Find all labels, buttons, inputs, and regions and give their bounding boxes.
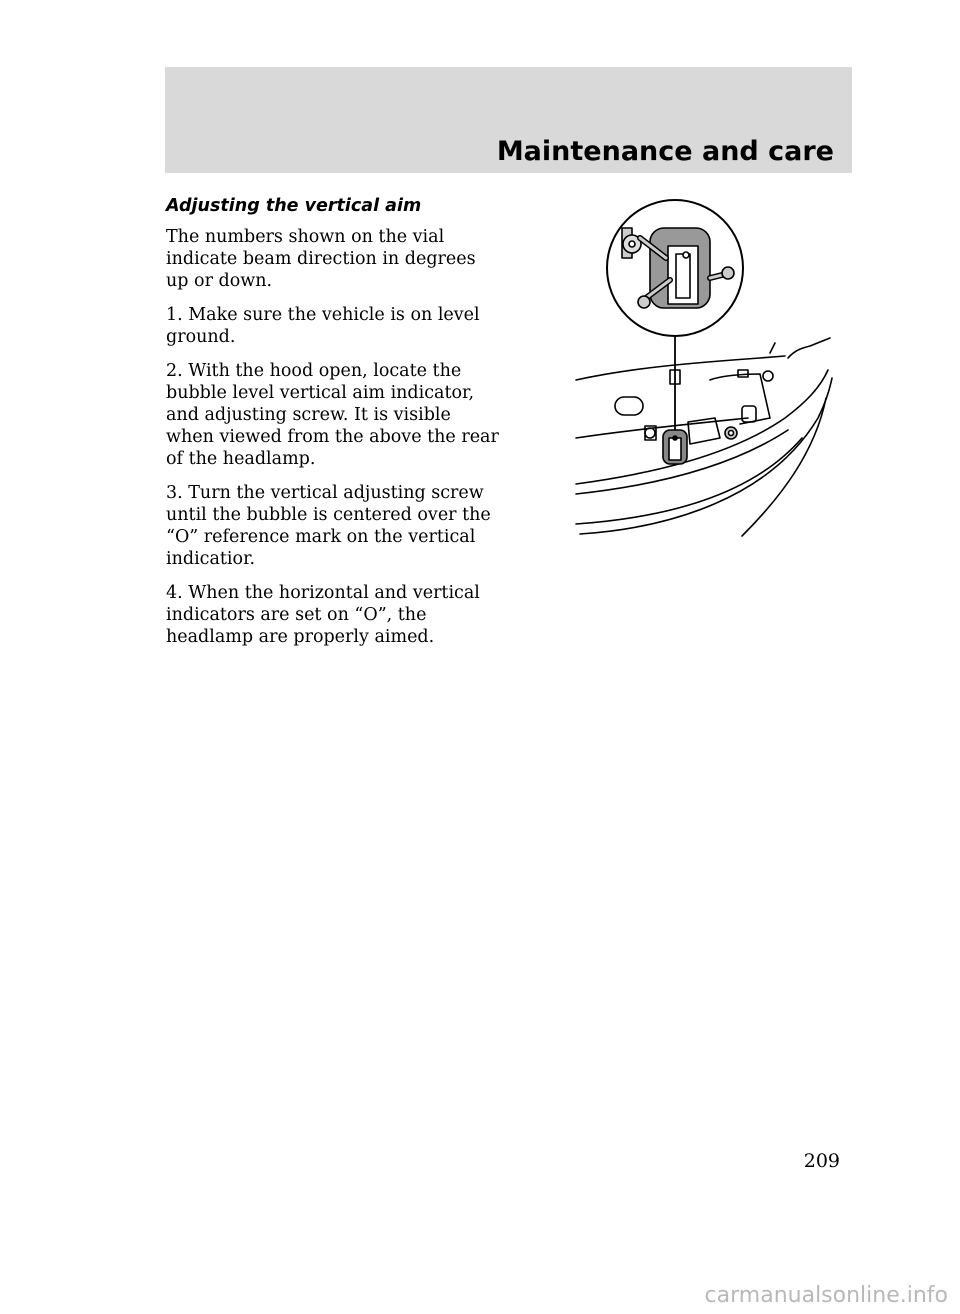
engine-bay-outline	[576, 338, 832, 536]
section-heading: Adjusting the vertical aim	[166, 196, 422, 216]
page-title: Maintenance and care	[496, 136, 834, 167]
watermark-text: carmanualsonline.info	[704, 1283, 948, 1308]
step-4: 4. When the horizontal and vertical indicators are set on “O”, the headlamp are properly aimed.	[166, 583, 480, 647]
headlamp-aim-illustration	[570, 198, 840, 550]
header-band	[165, 67, 852, 173]
page-number: 209	[803, 1150, 840, 1172]
intro-paragraph: The numbers shown on the vial indicate beam direction in degrees up or down.	[166, 227, 476, 291]
step-3: 3. Turn the vertical adjusting screw until the bubble is centered over the “O” reference mark on the vertical indicatior.	[166, 483, 491, 569]
step-2: 2. With the hood open, locate the bubble level vertical aim indicator, and adjusting screw. It is visible when viewed from the above the rear of the headlamp.	[166, 361, 499, 469]
step-1: 1. Make sure the vehicle is on level ground.	[166, 305, 480, 347]
vertical-aim-indicator	[663, 430, 687, 464]
content-column	[166, 196, 501, 660]
